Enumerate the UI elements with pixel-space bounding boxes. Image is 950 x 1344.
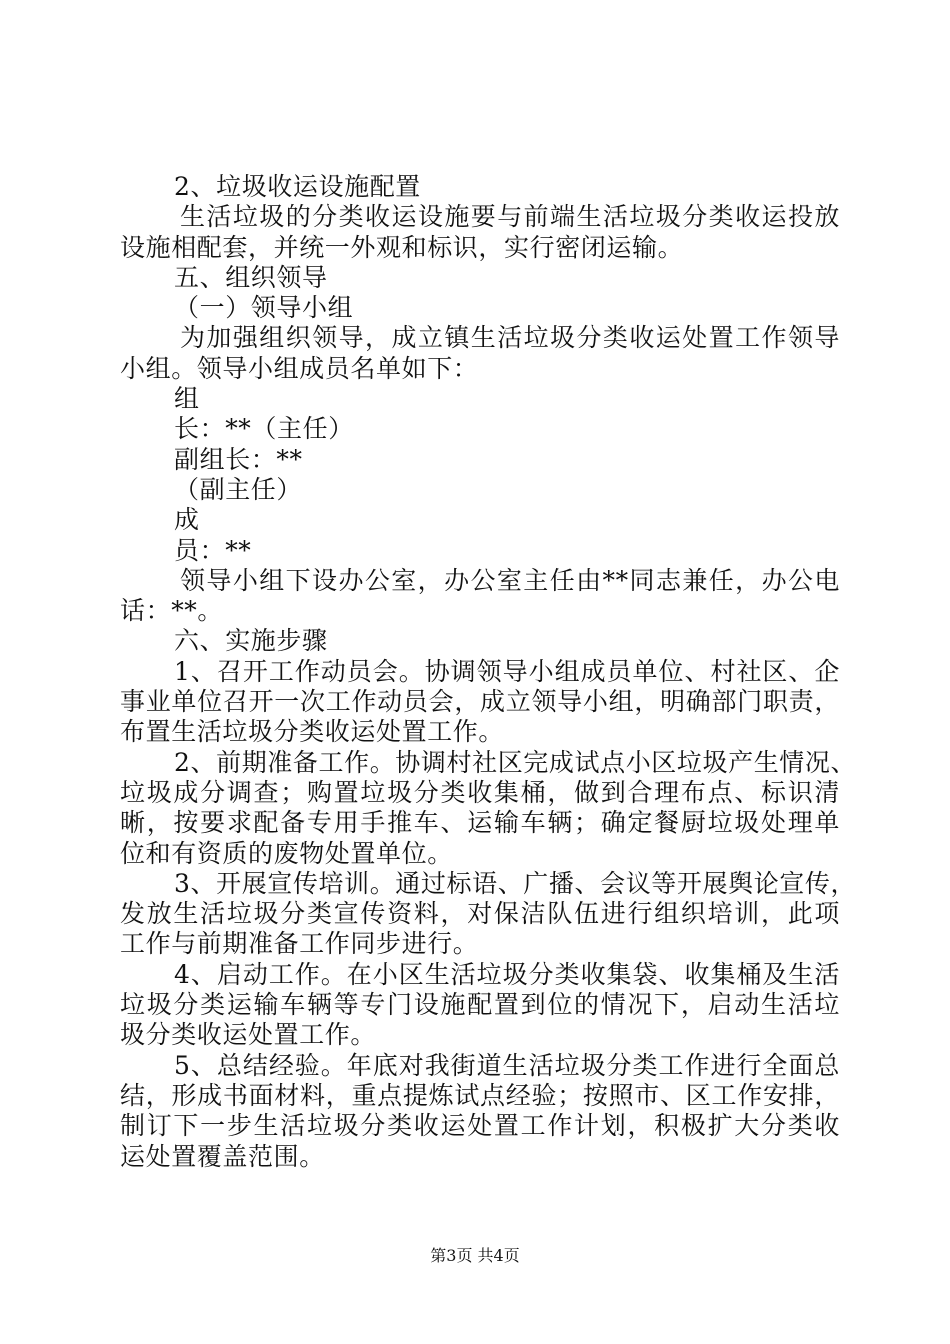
paragraph-line: 生活垃圾的分类收运设施要与前端生活垃圾分类收运投放: [180, 202, 840, 232]
paragraph-line: 为加强组织领导，成立镇生活垃圾分类收运处置工作领导: [180, 323, 840, 353]
section-heading: 五、组织领导: [174, 262, 328, 292]
paragraph-line: 5、总结经验。年底对我街道生活垃圾分类工作进行全面总: [174, 1050, 840, 1080]
paragraph-line: 领导小组下设办公室，办公室主任由**同志兼任，办公电: [180, 565, 840, 595]
paragraph-line: 话：**。: [120, 596, 224, 626]
member-line: 成: [174, 505, 200, 535]
member-line: 组: [174, 384, 200, 414]
member-line: （副主任）: [174, 474, 303, 504]
paragraph-line: 3、开展宣传培训。通过标语、广播、会议等开展舆论宣传，: [174, 868, 857, 898]
paragraph-line: 晰，按要求配备专用手推车、运输车辆；确定餐厨垃圾处理单: [120, 808, 840, 838]
paragraph-line: 小组。领导小组成员名单如下：: [120, 353, 479, 383]
member-line: 员：**: [174, 535, 252, 565]
paragraph-line: 设施相配套，并统一外观和标识，实行密闭运输。: [120, 232, 684, 262]
section-heading: 六、实施步骤: [174, 626, 328, 656]
paragraph-line: 运处置覆盖范围。: [120, 1141, 325, 1171]
member-line: 副组长：**: [174, 444, 303, 474]
paragraph-line: 事业单位召开一次工作动员会，成立领导小组，明确部门职责，: [120, 687, 840, 717]
paragraph-line: 发放生活垃圾分类宣传资料，对保洁队伍进行组织培训，此项: [120, 899, 840, 929]
paragraph-line: 制订下一步生活垃圾分类收运处置工作计划，积极扩大分类收: [120, 1111, 840, 1141]
page-number-label: 第3页 共4页: [430, 1246, 520, 1265]
paragraph-line: 圾分类收运处置工作。: [120, 1020, 377, 1050]
paragraph-line: 2、前期准备工作。协调村社区完成试点小区垃圾产生情况、: [174, 747, 857, 777]
paragraph-line: 垃圾成分调查；购置垃圾分类收集桶，做到合理布点、标识清: [120, 777, 840, 807]
document-body: [120, 172, 857, 1172]
paragraph-line: 布置生活垃圾分类收运处置工作。: [120, 717, 505, 747]
paragraph-line: 1、召开工作动员会。协调领导小组成员单位、村社区、企: [174, 656, 840, 686]
paragraph-line: 结，形成书面材料，重点提炼试点经验；按照市、区工作安排，: [120, 1080, 840, 1110]
page-footer: [0, 1243, 950, 1266]
paragraph-line: 工作与前期准备工作同步进行。: [120, 929, 479, 959]
paragraph-line: 垃圾分类运输车辆等专门设施配置到位的情况下，启动生活垃: [120, 990, 840, 1020]
paragraph-line: 4、启动工作。在小区生活垃圾分类收集袋、收集桶及生活: [174, 959, 840, 989]
section-heading: 2、垃圾收运设施配置: [174, 172, 421, 201]
paragraph-line: 位和有资质的废物处置单位。: [120, 838, 453, 868]
subsection-heading: （一）领导小组: [174, 293, 354, 323]
member-line: 长：**（主任）: [174, 414, 354, 444]
